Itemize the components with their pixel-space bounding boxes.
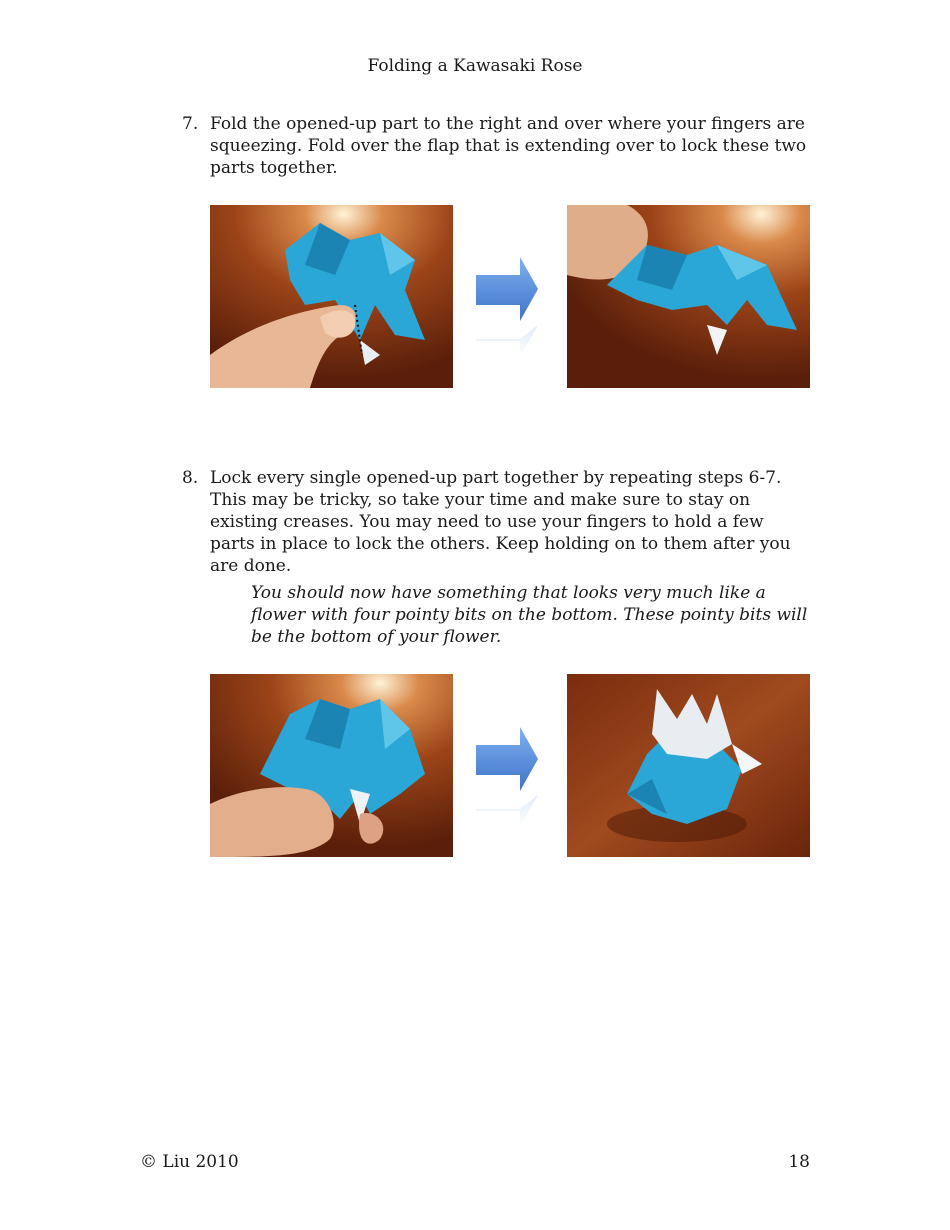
page-header: Folding a Kawasaki Rose [367, 56, 583, 76]
step-text: Fold the opened-up part to the right and over where your fingers are squeezing. Fold over the flap that is extending over to lock these two parts together. [210, 114, 807, 178]
step-number: 8. [182, 468, 199, 488]
step-text: Lock every single opened-up part together by repeating steps 6-7. This may be tricky, so take your time and make sure to stay on existing creases. You may need to use your fingers to hold a few parts in place to lock the others. Keep holding on to them after you are done. [210, 468, 791, 576]
footer-copyright: © Liu 2010 [140, 1152, 239, 1172]
arrow-icon [476, 255, 542, 365]
step-7-photo-after [567, 205, 810, 388]
step-8-photo-before [210, 674, 453, 857]
step-8 [182, 467, 812, 577]
arrow-icon [476, 725, 542, 835]
step-8-note: You should now have something that looks very much like a flower with four pointy bits on the bottom. These pointy bits will be the bottom of your flower. [251, 583, 808, 647]
step-7-photo-before [210, 205, 453, 388]
step-8-photo-after [567, 674, 810, 857]
step-7 [182, 113, 812, 179]
page-number: 18 [788, 1152, 810, 1172]
step-number: 7. [182, 114, 199, 134]
